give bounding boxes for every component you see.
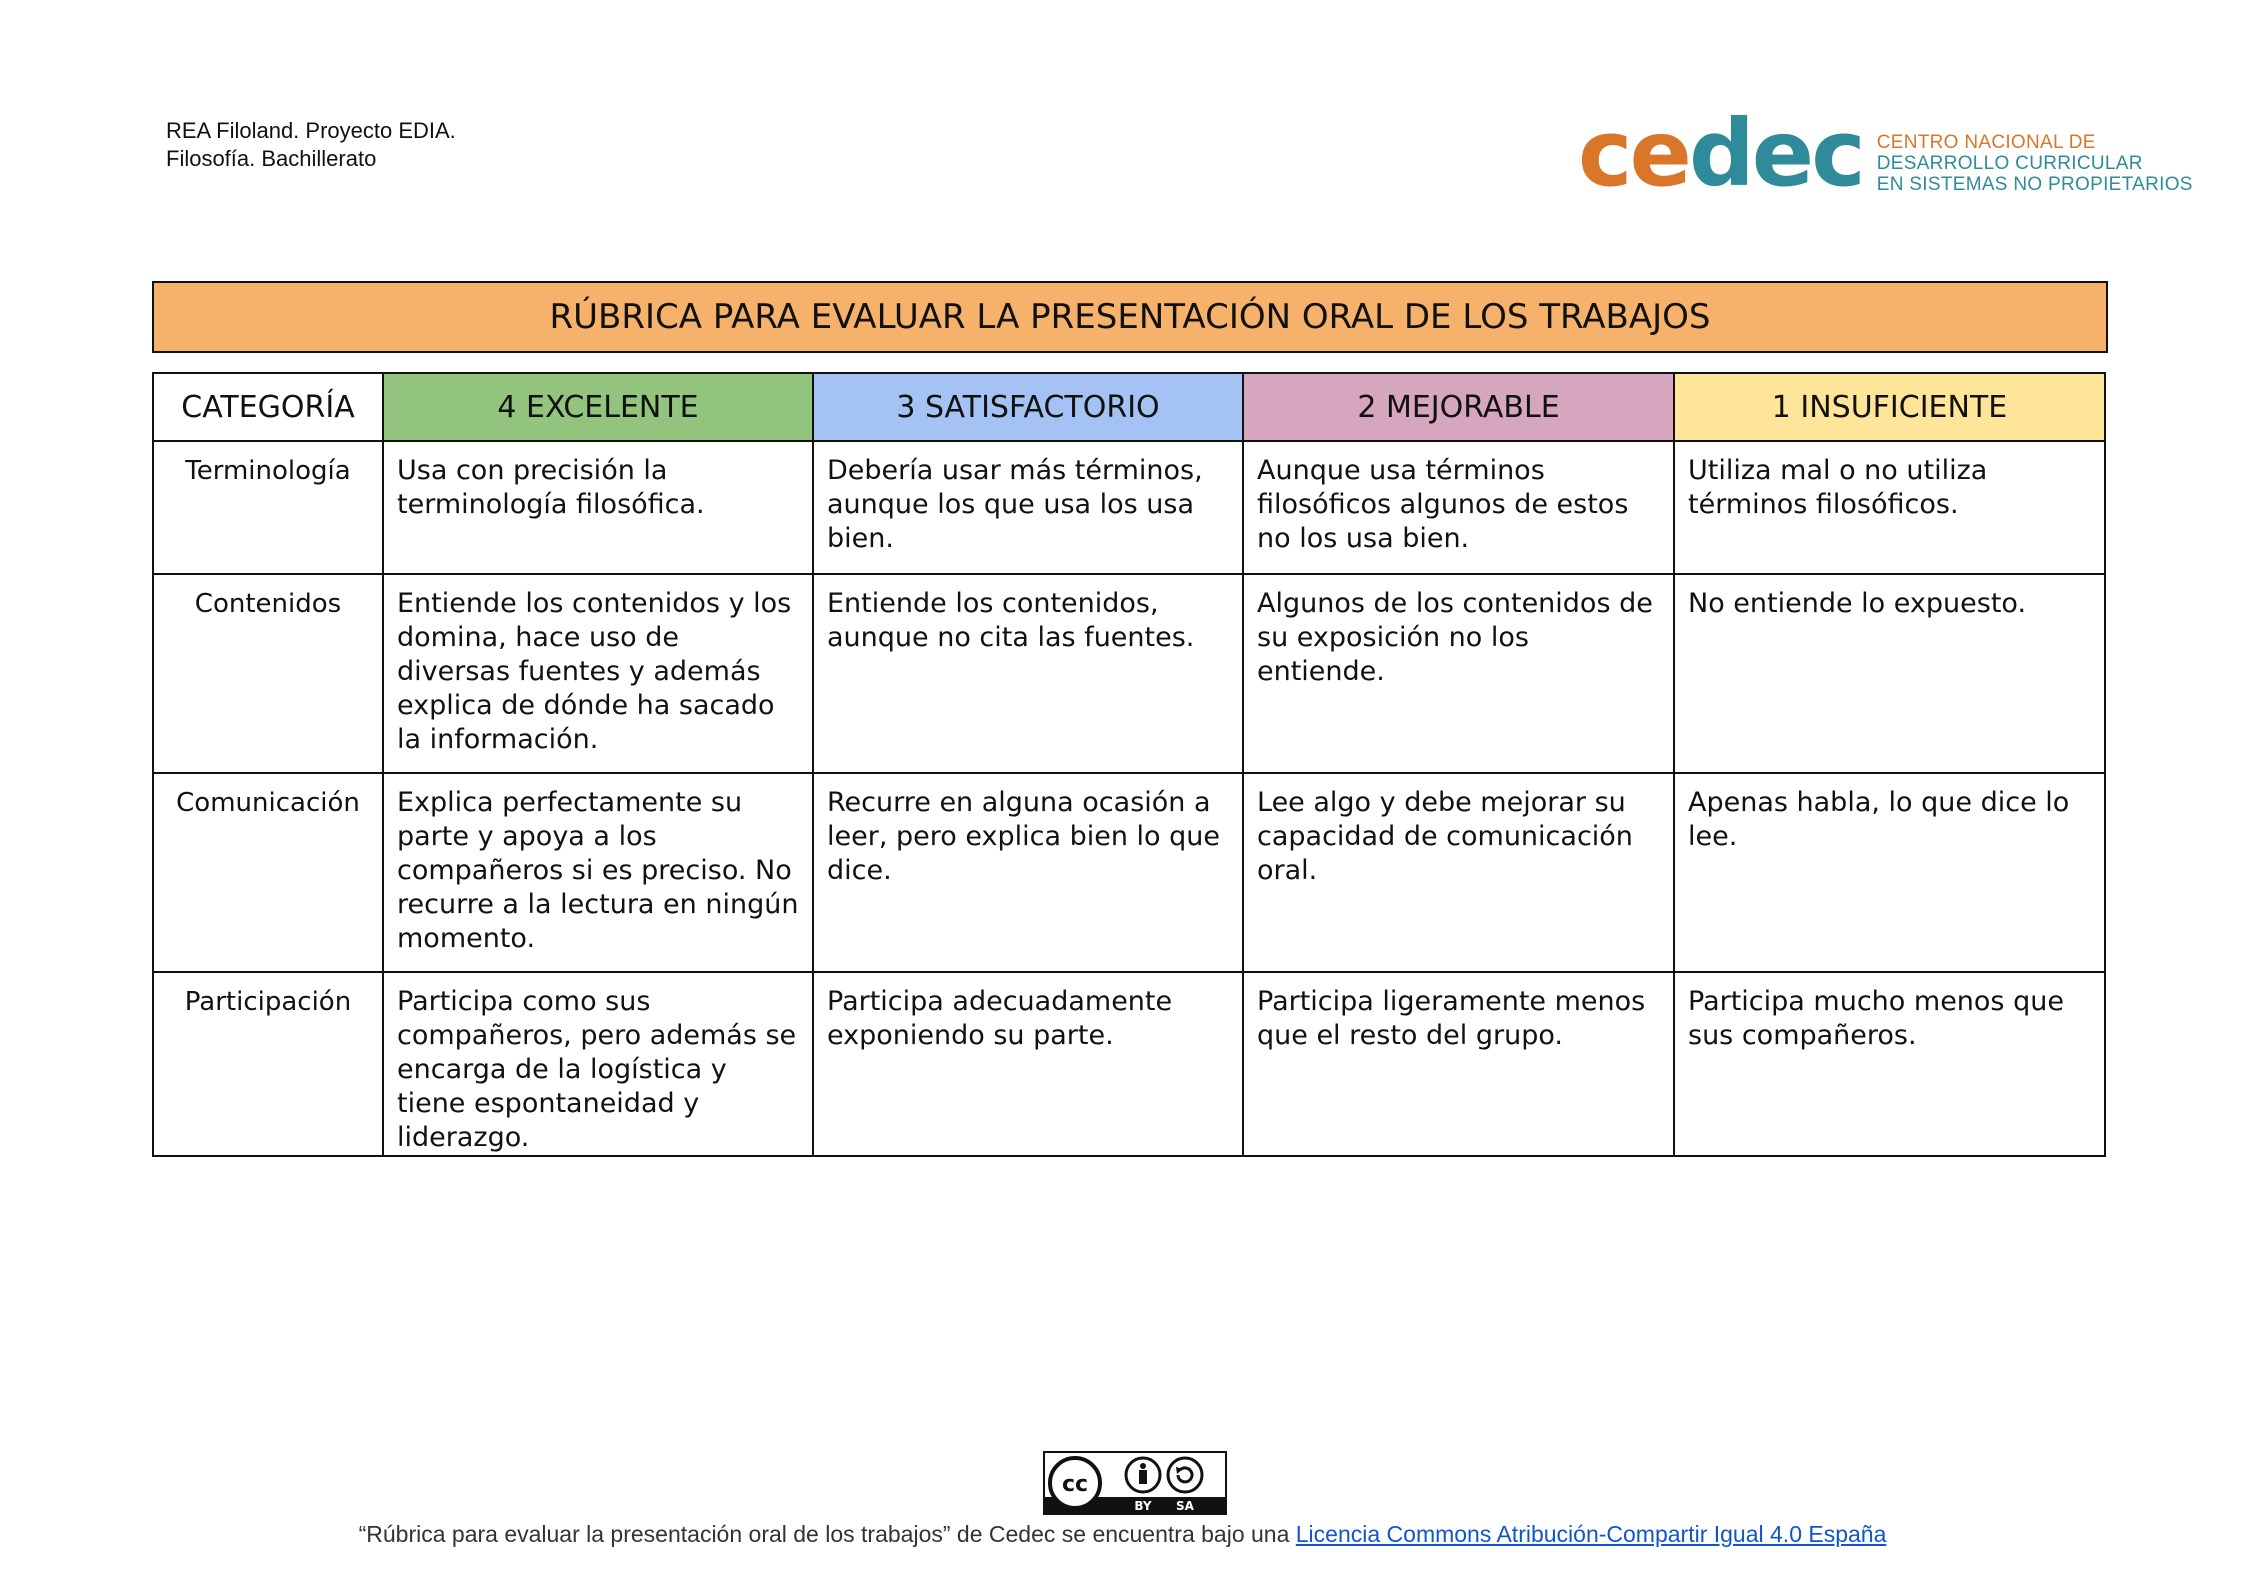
table-row [153,773,2105,972]
svg-text:cc: cc [1061,1472,1089,1497]
table-cell: Entiende los contenidos, aunque no cita las fuentes. [813,574,1243,773]
table-cell: Recurre en alguna ocasión a leer, pero explica bien lo que dice. [813,773,1243,972]
table-cell: Explica perfectamente su parte y apoya a los compañeros si es preciso. No recurre a la lectura en ningún momento. [383,773,813,972]
cedec-logo [1578,100,2193,207]
table-cell: Aunque usa términos filosóficos algunos de estos no los usa bien. [1243,441,1674,574]
cc-license-badge-graphic [1045,1453,1225,1513]
table-cell: Participa como sus compañeros, pero además se encarga de la logística y tiene espontaneidad y liderazgo. [383,972,813,1156]
row-category: Participación [153,972,383,1156]
table-cell: Participa adecuadamente exponiendo su parte. [813,972,1243,1156]
header-satisfactorio: 3 SATISFACTORIO [813,373,1243,441]
table-cell: Algunos de los contenidos de su exposición no los entiende. [1243,574,1674,773]
header-mejorable: 2 MEJORABLE [1243,373,1674,441]
table-row [153,441,2105,574]
cc-by-sa-icon [1043,1451,1227,1515]
logo-word-part-2: dec [1688,100,1863,207]
cc-by-label: BY [1134,1499,1152,1513]
license-footer [0,1521,2245,1548]
logo-sub-line-2: DESARROLLO CURRICULAR [1876,153,2143,174]
document-header [166,117,456,173]
table-cell: Utiliza mal o no utiliza términos filosóficos. [1674,441,2105,574]
logo-subtitle [1877,132,2193,195]
table-header-row [153,373,2105,441]
table-cell: Usa con precisión la terminología filosófica. [383,441,813,574]
logo-sub-line-1: CENTRO NACIONAL DE [1876,132,2096,153]
table-cell: No entiende lo expuesto. [1674,574,2105,773]
row-category: Comunicación [153,773,383,972]
table-cell: Apenas habla, lo que dice lo lee. [1674,773,2105,972]
cc-sa-label: SA [1176,1499,1194,1513]
header-line-2: Filosofía. Bachillerato [166,146,377,171]
table-row [153,972,2105,1156]
table-cell: Entiende los contenidos y los domina, hace uso de diversas fuentes y además explica de dónde ha sacado la información. [383,574,813,773]
footer-text: “Rúbrica para evaluar la presentación oral de los trabajos” de Cedec se encuentra bajo una [358,1521,1296,1547]
table-cell: Participa ligeramente menos que el resto del grupo. [1243,972,1674,1156]
header-insuficiente: 1 INSUFICIENTE [1674,373,2105,441]
table-cell: Lee algo y debe mejorar su capacidad de comunicación oral. [1243,773,1674,972]
row-category: Terminología [153,441,383,574]
logo-wordmark [1578,100,1863,207]
rubric-table [152,372,2106,1157]
header-excelente: 4 EXCELENTE [383,373,813,441]
header-category: CATEGORÍA [153,373,383,441]
logo-word-part-1: ce [1578,100,1689,207]
header-line-1: REA Filoland. Proyecto EDIA. [166,118,456,143]
table-cell: Participa mucho menos que sus compañeros. [1674,972,2105,1156]
table-cell: Debería usar más términos, aunque los que usa los usa bien. [813,441,1243,574]
table-row [153,574,2105,773]
rubric-title: RÚBRICA PARA EVALUAR LA PRESENTACIÓN ORAL DE LOS TRABAJOS [152,281,2108,353]
logo-sub-line-3: EN SISTEMAS NO PROPIETARIOS [1876,174,2193,195]
license-link[interactable]: Licencia Commons Atribución-Compartir Igual 4.0 España [1295,1521,1887,1547]
row-category: Contenidos [153,574,383,773]
